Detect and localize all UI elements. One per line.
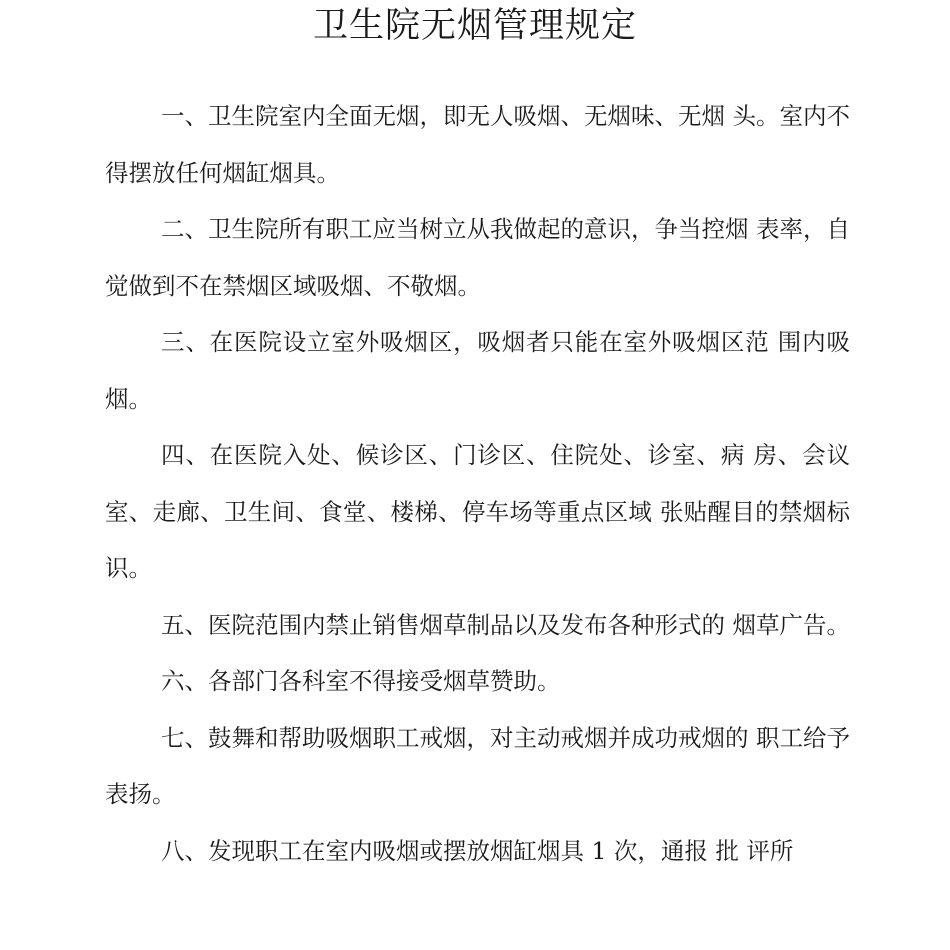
- paragraph-7: 七、鼓舞和帮助吸烟职工戒烟，对主动戒烟并成功戒烟的 职工给予表扬。: [105, 723, 850, 808]
- paragraph-3: 三、在医院设立室外吸烟区，吸烟者只能在室外吸烟区范 围内吸烟。: [105, 328, 850, 413]
- paragraph-6: 六、各部门各科室不得接受烟草赞助。: [161, 667, 561, 695]
- paragraph-8: 八、发现职工在室内吸烟或摆放烟缸烟具 1 次，通报 批 评所: [161, 836, 794, 865]
- paragraph-2: 二、卫生院所有职工应当树立从我做起的意识，争当控烟 表率，自觉做到不在禁烟区域吸烟、不敬烟。: [105, 215, 850, 300]
- paragraph-5: 五、医院范围内禁止销售烟草制品以及发布各种形式的 烟草广告。: [161, 610, 850, 639]
- paragraph-1: 一、卫生院室内全面无烟，即无人吸烟、无烟味、无烟 头。室内不得摆放任何烟缸烟具。: [105, 102, 850, 187]
- paragraph-4: 四、在医院入处、候诊区、门诊区、住院处、诊室、病 房、会议室、走廊、卫生间、食堂、楼梯、停车场等重点区域 张贴醒目的禁烟标识。: [105, 441, 850, 582]
- document-body: [105, 88, 850, 879]
- document-title: 卫生院无烟管理规定: [312, 6, 637, 46]
